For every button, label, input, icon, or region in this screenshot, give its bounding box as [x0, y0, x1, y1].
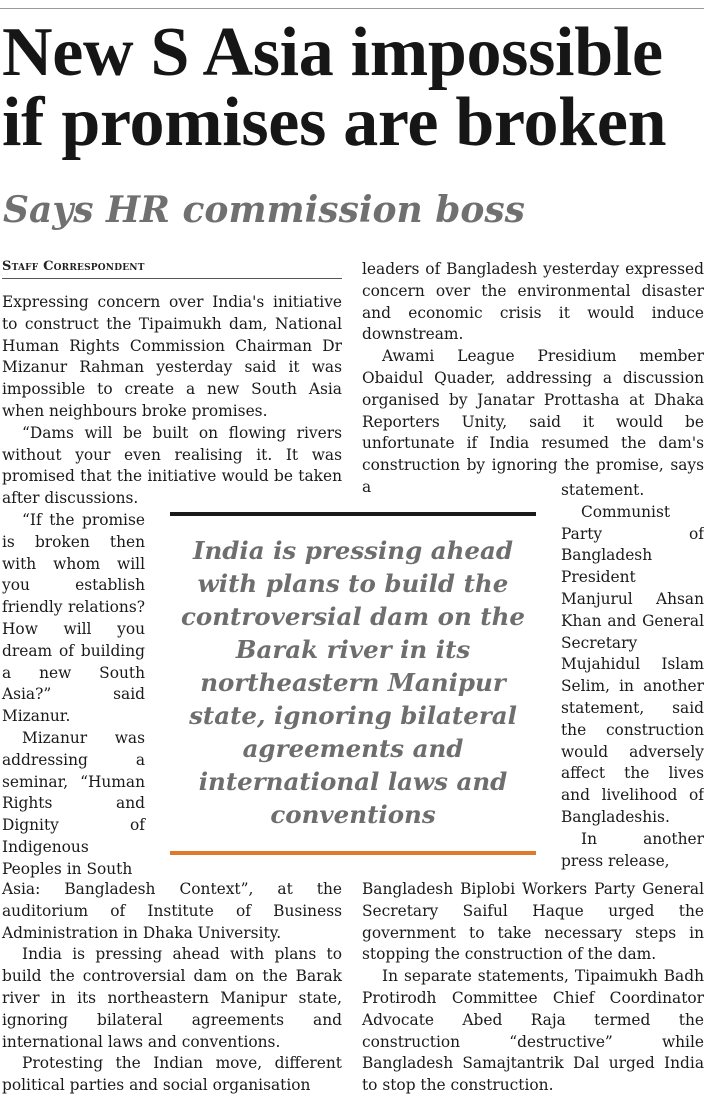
pull-quote	[170, 512, 536, 855]
paragraph-8-end: statement.	[561, 481, 645, 499]
paragraph-6: Protesting the Indian move, different political parties and social organisation	[2, 1054, 342, 1095]
paragraph-8-start: Awami League Presidium member Obaidul Quader, addressing a discussion organised by Janatar Prottasha at Dhaka Reporters Unity, said it would be unfortunate if India resumed the dam's construction by ignoring the promise, says a	[362, 347, 704, 496]
paragraph-1: Expressing concern over India's initiative to construct the Tipaimukh dam, National Human Rights Commission Chairman Dr Mizanur Rahman yesterday said it was impossible to create a new South Asia when neighbours broke promises.	[2, 293, 342, 420]
left-column-wrap	[2, 510, 145, 881]
byline: Staff Correspondent	[2, 259, 342, 279]
headline	[2, 14, 702, 161]
headline-line-1: New S Asia impossible	[2, 14, 663, 91]
right-column-top	[362, 259, 704, 499]
paragraph-5: India is pressing ahead with plans to build the controversial dam on the Barak river in its northeastern Manipur state, ignoring bilateral agreements and international laws and conventions.	[2, 945, 342, 1051]
paragraph-4-start: Mizanur was addressing a seminar, “Human Rights and Dignity of Indigenous Peoples in South	[2, 728, 145, 878]
paragraph-7: leaders of Bangladesh yesterday expressed concern over the environmental disaster and economic crisis it would induce downstream.	[362, 260, 704, 344]
subheadline: Says HR commission boss	[3, 189, 525, 231]
headline-line-2: if promises are broken	[2, 84, 667, 161]
pull-quote-top-rule	[170, 512, 536, 516]
paragraph-4-end: Asia: Bangladesh Context”, at the auditorium of Institute of Business Administration in Dhaka University.	[2, 880, 342, 942]
pull-quote-bottom-rule	[170, 851, 536, 855]
left-column-top	[2, 292, 342, 510]
paragraph-9: Communist Party of Bangladesh President Manjurul Ahsan Khan and General Secretary Mujahidul Islam Selim, in another statement, said the construction would adversely affect the lives and livelihood of Bangladeshis.	[561, 502, 704, 826]
left-column-bottom	[2, 879, 342, 1097]
right-column-bottom	[362, 879, 704, 1097]
paragraph-10-start: In another press release,	[561, 829, 704, 870]
pull-quote-text: India is pressing ahead with plans to build the controversial dam on the Barak river in its northeastern Manipur state, ignoring bilateral agreements and international laws and conventions	[180, 536, 526, 829]
paragraph-2: “Dams will be built on flowing rivers without your even realising it. It was promised that the initiative would be taken after discussions.	[2, 423, 342, 508]
paragraph-10-end: Bangladesh Biplobi Workers Party General Secretary Saiful Haque urged the government to take necessary steps in stopping the construction of the dam.	[362, 880, 704, 964]
paragraph-11: In separate statements, Tipaimukh Badh Protirodh Committee Chief Coordinator Advocate Abed Raja termed the construction “destructive” while Bangladesh Samajtantrik Dal urged India to stop the construction.	[362, 967, 704, 1095]
paragraph-3: “If the promise is broken then with whom will you establish friendly relations? How will you dream of building a new South Asia?” said Mizanur.	[2, 511, 145, 726]
right-column-wrap	[561, 480, 704, 872]
top-rule	[0, 8, 704, 9]
